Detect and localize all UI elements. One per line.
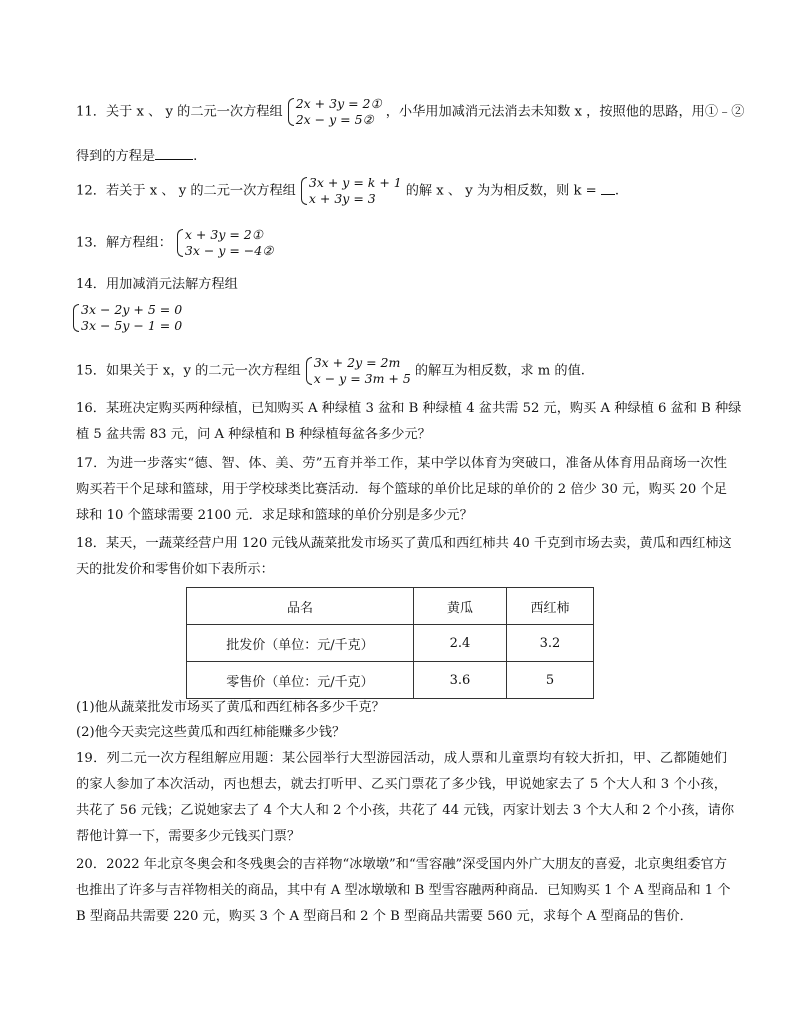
table-header-row: [187, 588, 594, 625]
q19-line2: 的家人参加了本次活动，丙也想去，就去打听甲、乙买门票花了多少钱，甲说她家去了 5 个大人和 3 个小孩，: [76, 777, 727, 792]
q20-line3: B 型商品共需要 220 元，购买 3 个 A 型商吕和 2 个 B 型商品共需要 560 元，求每个 A 型商品的售价．: [76, 909, 693, 924]
q14-equation-system: [72, 302, 182, 334]
q15-equation-system: [305, 355, 411, 387]
q20-line1: 20．2022 年北京冬奥会和冬残奥会的吉祥物“冰墩墩”和“雪容融”深受国内外广大朋友的喜爱，北京奥组委官方: [76, 857, 727, 872]
table-cell: 2.4: [414, 625, 507, 662]
question-11-line2: [76, 147, 197, 166]
q15-eq2: x − y = 3m + 5: [313, 371, 411, 386]
q12-equation-system: [300, 175, 402, 207]
q17-line3: 球和 10 个篮球需要 2100 元．求足球和篮球的单价分别是多少元？: [76, 508, 473, 523]
q17-line2: 购买若干个足球和篮球，用于学校球类比赛活动．每个篮球的单价比足球的单价的 2 倍少 30 元，购买 20 个足: [76, 482, 727, 497]
q18-line1: 18．某天，一蔬菜经营户用 120 元钱从蔬菜批发市场买了黄瓜和西红柿共 40 千克到市场去卖，黄瓜和西红柿这: [76, 536, 732, 551]
question-11: [76, 96, 744, 128]
q18-line2: 天的批发价和零售价如下表所示：: [76, 562, 274, 577]
q11-prefix: 11．关于 x 、 y 的二元一次方程组: [76, 104, 283, 120]
table-cell: 批发价（单位：元/千克）: [187, 625, 414, 662]
table-row: [187, 625, 594, 662]
q19-line3: 共花了 56 元钱；乙说她家去了 4 个大人和 2 个小孩，共花了 44 元钱，丙家计划去 3 个大人和 2 个小孩，请你: [76, 803, 735, 818]
table-cell: 5: [507, 662, 594, 699]
q12-prefix: 12．若关于 x 、 y 的二元一次方程组: [76, 183, 296, 199]
q20-line2: 也推出了许多与吉祥物相关的商品，其中有 A 型冰墩墩和 B 型雪容融两种商品．已知购买 1 个 A 型商品和 1 个: [76, 883, 731, 898]
table-cell: 零售价（单位：元/千克）: [187, 662, 414, 699]
q15-eq1: 3x + 2y = 2m: [313, 355, 401, 370]
table-header-cell: 黄瓜: [414, 588, 507, 625]
q11-eq2: 2x − y = 5②: [295, 112, 374, 127]
question-15: [76, 355, 585, 387]
question-14: 14．用加减消元法解方程组: [76, 277, 238, 292]
question-13: [76, 227, 277, 259]
q14-eq1: 3x − 2y + 5 = 0: [81, 302, 183, 317]
q11-line2-text: 得到的方程是: [76, 149, 156, 164]
q16-line1: 16．某班决定购买两种绿植，已知购买 A 种绿植 3 盆和 B 种绿植 4 盆共需 52 元，购买 A 种绿植 6 盆和 B 种绿: [76, 401, 742, 416]
q13-prefix: 13．解方程组：: [76, 235, 172, 251]
q14-eq2: 3x − 5y − 1 = 0: [81, 318, 183, 333]
table-header-cell: 西红柿: [507, 588, 594, 625]
q11-eq1: 2x + 3y = 2①: [295, 96, 382, 111]
q18-sub2: (2)他今天卖完这些黄瓜和西红柿能赚多少钱？: [76, 725, 346, 740]
q13-eq1: x + 3y = 2①: [184, 227, 263, 242]
q19-line4: 帮他计算一下，需要多少元钱买门票？: [76, 829, 301, 844]
price-table: [186, 587, 594, 699]
table-row: [187, 662, 594, 699]
q12-suffix: 的解 x 、 y 为为相反数，则 k =: [405, 183, 601, 199]
q12-answer-blank[interactable]: [601, 182, 615, 195]
q11-answer-blank[interactable]: [155, 147, 193, 160]
table-cell: 3.6: [414, 662, 507, 699]
q19-line1: 19．列二元一次方程组解应用题：某公园举行大型游园活动，成人票和儿童票均有较大折扣，甲、乙都随她们: [76, 751, 727, 766]
table-cell: 3.2: [507, 625, 594, 662]
q11-suffix: ，小华用加减消元法消去未知数 x ，按照他的思路，用①﹣②: [385, 104, 745, 120]
q18-sub1: (1)他从蔬菜批发市场买了黄瓜和西红柿各多少千克？: [76, 700, 385, 715]
q11-equation-system: [287, 96, 382, 128]
q16-line2: 植 5 盆共需 83 元，问 A 种绿植和 B 种绿植每盆各多少元？: [76, 427, 431, 442]
question-14-system: [72, 302, 186, 334]
q13-equation-system: [176, 227, 274, 259]
question-12: [76, 175, 619, 207]
q12-end: .: [614, 183, 620, 199]
q17-line1: 17．为进一步落实“德、智、体、美、劳”五育并举工作，某中学以体育为突破口，准备从体育用品商场一次性: [76, 456, 727, 471]
q15-prefix: 15．如果关于 x，y 的二元一次方程组: [76, 363, 301, 379]
q11-line2-end: .: [193, 149, 198, 164]
q12-eq1: 3x + y = k + 1: [308, 175, 402, 190]
q12-eq2: x + 3y = 3: [308, 191, 376, 206]
table-header-cell: 品名: [187, 588, 414, 625]
q15-suffix: 的解互为相反数，求 m 的值.: [414, 363, 585, 379]
q13-eq2: 3x − y = −4②: [184, 243, 274, 258]
